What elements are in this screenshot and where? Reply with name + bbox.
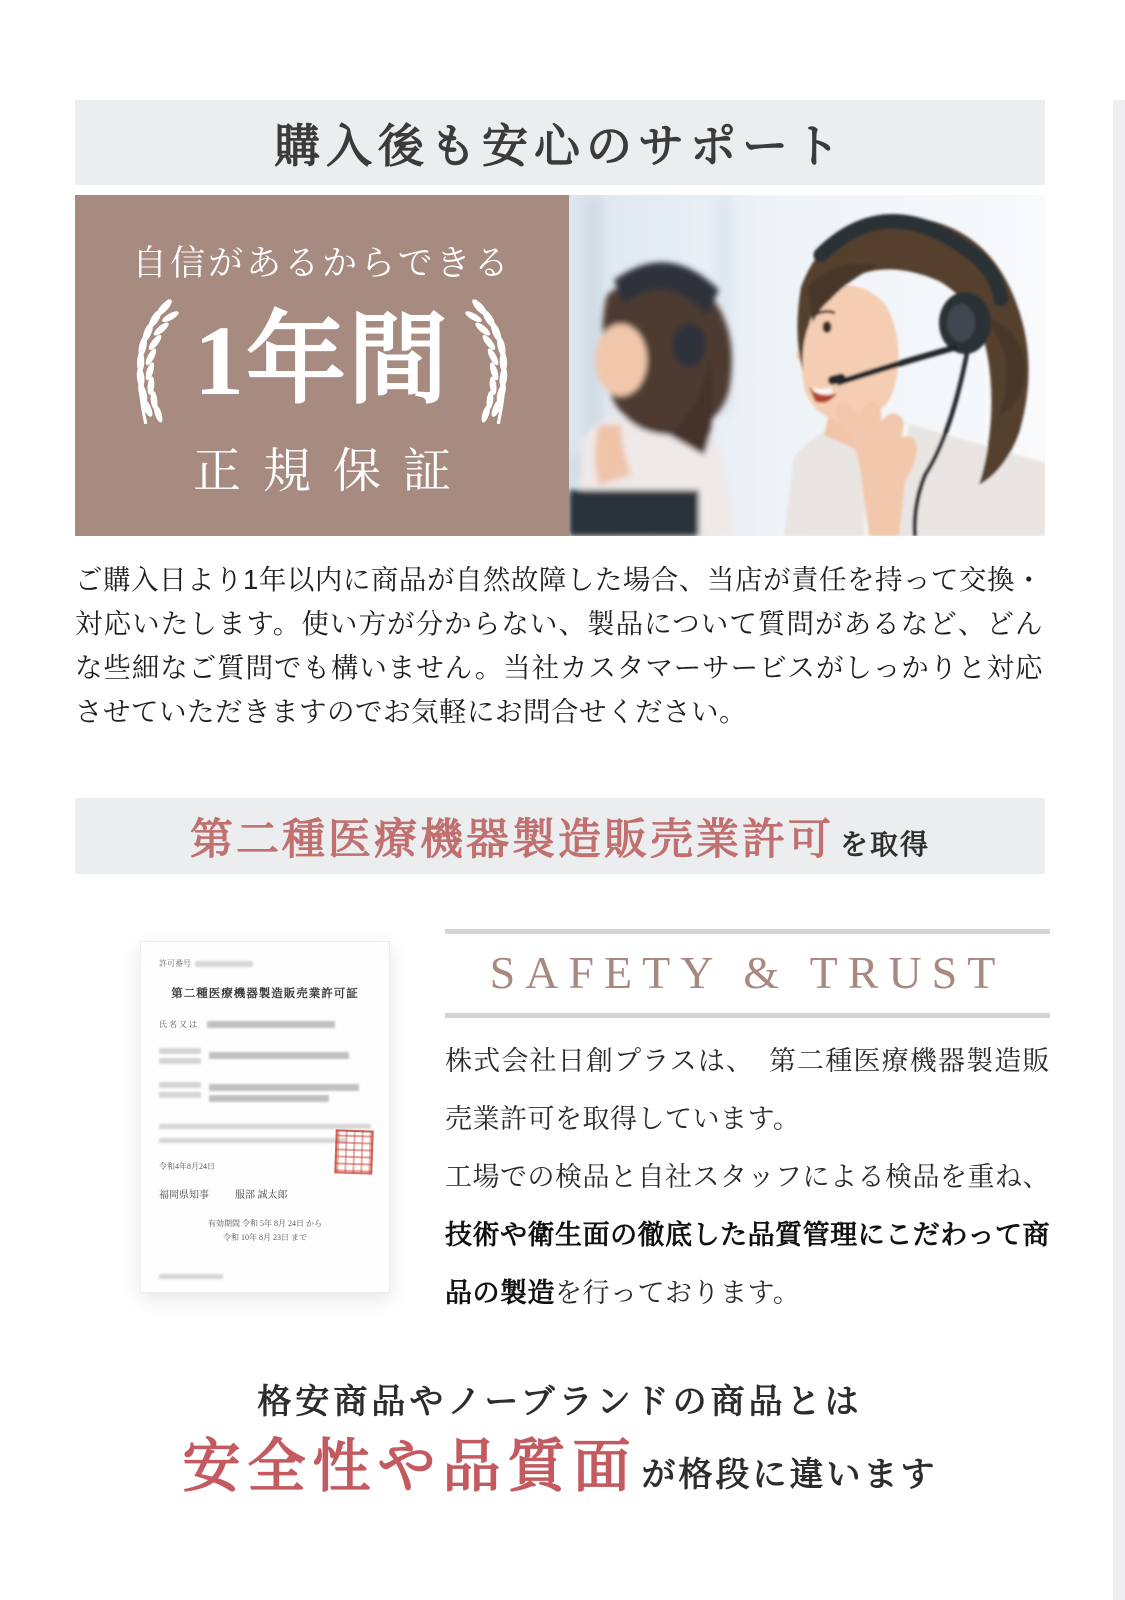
warranty-year-row xyxy=(122,294,522,428)
safety-paragraph-1: 株式会社日創プラスは、 第二種医療機器製造販売業許可を取得しています。 xyxy=(445,1046,1050,1134)
laurel-left-icon xyxy=(122,294,184,428)
license-banner-highlight: 第二種医療機器製造販売業許可 xyxy=(189,817,834,864)
certificate-code xyxy=(159,1266,371,1284)
safety-column xyxy=(445,929,1050,1322)
redacted-bar xyxy=(195,961,253,967)
support-photo xyxy=(569,195,1045,536)
laurel-right-icon xyxy=(460,294,522,428)
safety-paragraph xyxy=(445,1032,1050,1322)
certificate-title: 第二種医療機器製造販売業許可証 xyxy=(171,988,359,1000)
heading-rule-bottom xyxy=(445,1013,1050,1018)
redacted-bar xyxy=(159,1058,201,1064)
redacted-bar xyxy=(207,1021,335,1028)
redacted-bar xyxy=(209,1052,349,1059)
certificate-validity-from: 有効期間 令和 5年 8月 24日 から xyxy=(208,1219,322,1228)
warranty-hero xyxy=(75,195,1045,536)
certificate-validity-to: 令和 10年 8月 23日 まで xyxy=(223,1233,307,1243)
license-section xyxy=(75,929,1050,1322)
certificate-signature-row xyxy=(159,1186,371,1201)
license-certificate xyxy=(140,941,390,1293)
license-banner-suffix: を取得 xyxy=(839,830,930,861)
warranty-label: 正規保証 xyxy=(192,445,473,498)
redacted-bar xyxy=(159,1124,371,1129)
warranty-panel xyxy=(75,195,569,536)
support-banner xyxy=(75,100,1045,185)
quality-claim-line2 xyxy=(75,1435,1045,1499)
redacted-bar xyxy=(209,1095,329,1102)
certificate-date: 令和4年8月24日 xyxy=(159,1162,215,1171)
support-paragraph: ご購入日より1年以内に商品が自然故障した場合、当店が責任を持って交換・対応いたします。使い方が分からない、製品について質問があるなど、どんな些細なご質問でも構いません。当社カスタマーサービスがしっかりと対応させていただきますのでお気軽にお問合せください。 xyxy=(75,564,1043,727)
certificate-permit-line xyxy=(159,958,371,969)
redacted-bar xyxy=(159,1082,201,1088)
certificate-signer: 服部 誠太郎 xyxy=(235,1190,288,1201)
redacted-bar xyxy=(209,1084,359,1091)
certificate-validity xyxy=(159,1217,371,1246)
safety-p2-bold: 技術や衛生面の徹底した品質管理にこだわって商品の製造 xyxy=(445,1220,1050,1308)
redacted-bar xyxy=(159,1138,346,1143)
certificate-name-label: 氏名又は xyxy=(159,1020,199,1029)
call-center-photo-illustration xyxy=(569,195,1045,536)
quality-claim xyxy=(75,1374,1045,1499)
safety-p2-post: を行っております。 xyxy=(555,1278,801,1308)
warranty-year-text: 1年間 xyxy=(193,305,450,416)
certificate-governor: 福岡県知事 xyxy=(159,1190,209,1201)
redacted-bar xyxy=(159,1092,201,1098)
certificate-permit-label: 許可番号 xyxy=(159,959,191,968)
redacted-bar xyxy=(159,1274,223,1279)
quality-claim-highlight: 安全性や品質面 xyxy=(182,1434,638,1499)
license-banner xyxy=(75,798,1045,874)
certificate-office-row xyxy=(159,1048,371,1064)
safety-trust-heading: SAFETY & TRUST xyxy=(489,947,1006,998)
red-seal-stamp xyxy=(334,1129,374,1174)
support-banner-title: 購入後も安心のサポート xyxy=(274,120,846,172)
safety-paragraph-2 xyxy=(445,1148,1050,1322)
warranty-tagline: 自信があるからできる xyxy=(132,244,512,283)
certificate-name-row xyxy=(159,1019,371,1030)
right-edge-strip xyxy=(1113,100,1125,1600)
quality-claim-suffix: が格段に違います xyxy=(641,1457,938,1494)
promo-page xyxy=(0,100,1125,1600)
quality-claim-line1: 格安商品やノーブランドの商品とは xyxy=(257,1384,863,1421)
safety-p2-pre: 工場での検品と自社スタッフによる検品を重ね、 xyxy=(445,1162,1050,1192)
certificate-scope-row xyxy=(159,1082,371,1102)
redacted-bar xyxy=(159,1048,201,1054)
